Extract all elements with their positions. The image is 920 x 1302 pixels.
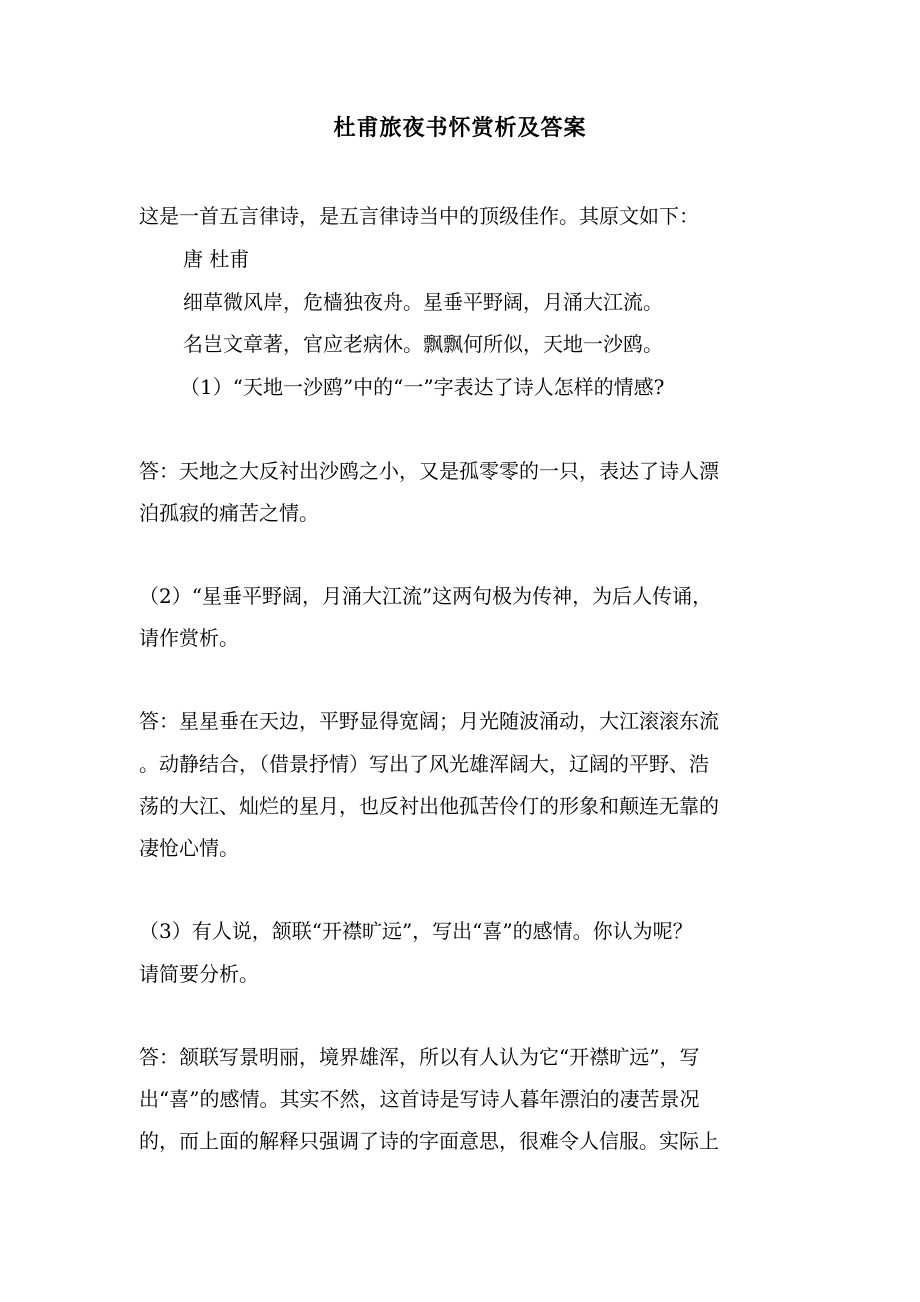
intro-text: 这是一首五言律诗，是五言律诗当中的顶级佳作。其原文如下： [139, 204, 699, 228]
answer-2-line-2: 。动静结合，（借景抒情）写出了风光雄浑阔大，辽阔的平野、浩 [139, 752, 709, 776]
answer-1-line-2: 泊孤寂的痛苦之情。 [139, 501, 319, 525]
answer-2-line-4: 凄怆心情。 [139, 836, 239, 860]
answer-3-line-1: 答：颔联写景明丽，境界雄浑，所以有人认为它“开襟旷远”，写 [139, 1045, 700, 1069]
answer-1-line-1: 答：天地之大反衬出沙鸥之小，又是孤零零的一只，表达了诗人漂 [139, 459, 719, 483]
question-1: （1）“天地一沙鸥”中的“一”字表达了诗人怎样的情感? [180, 375, 665, 399]
poem-line-1: 细草微风岸，危樯独夜舟。星垂平野阔，月涌大江流。 [183, 290, 663, 314]
answer-2-line-3: 荡的大江、灿烂的星月，也反衬出他孤苦伶仃的形象和颠连无靠的 [139, 794, 719, 818]
answer-2-line-1: 答：星星垂在天边，平野显得宽阔；月光随波涌动，大江滚滚东流 [139, 709, 719, 733]
question-3-line-2: 请简要分析。 [139, 962, 259, 986]
poem-author-line: 唐 杜甫 [183, 247, 250, 271]
question-2-line-1: （2）“星垂平野阔，月涌大江流”这两句极为传神，为后人传诵， [139, 584, 713, 608]
question-3-line-1: （3）有人说，颔联“开襟旷远”，写出“喜”的感情。你认为呢？ [139, 919, 693, 943]
poem-line-2: 名岂文章著，官应老病休。飘飘何所似，天地一沙鸥。 [183, 332, 663, 356]
answer-3-line-2: 出“喜”的感情。其实不然，这首诗是写诗人暮年漂泊的凄苦景况 [139, 1087, 700, 1111]
answer-3-line-3: 的，而上面的解释只强调了诗的字面意思，很难令人信服。实际上 [139, 1129, 719, 1153]
question-2-line-2: 请作赏析。 [139, 626, 239, 650]
page-title: 杜甫旅夜书怀赏析及答案 [333, 115, 587, 141]
